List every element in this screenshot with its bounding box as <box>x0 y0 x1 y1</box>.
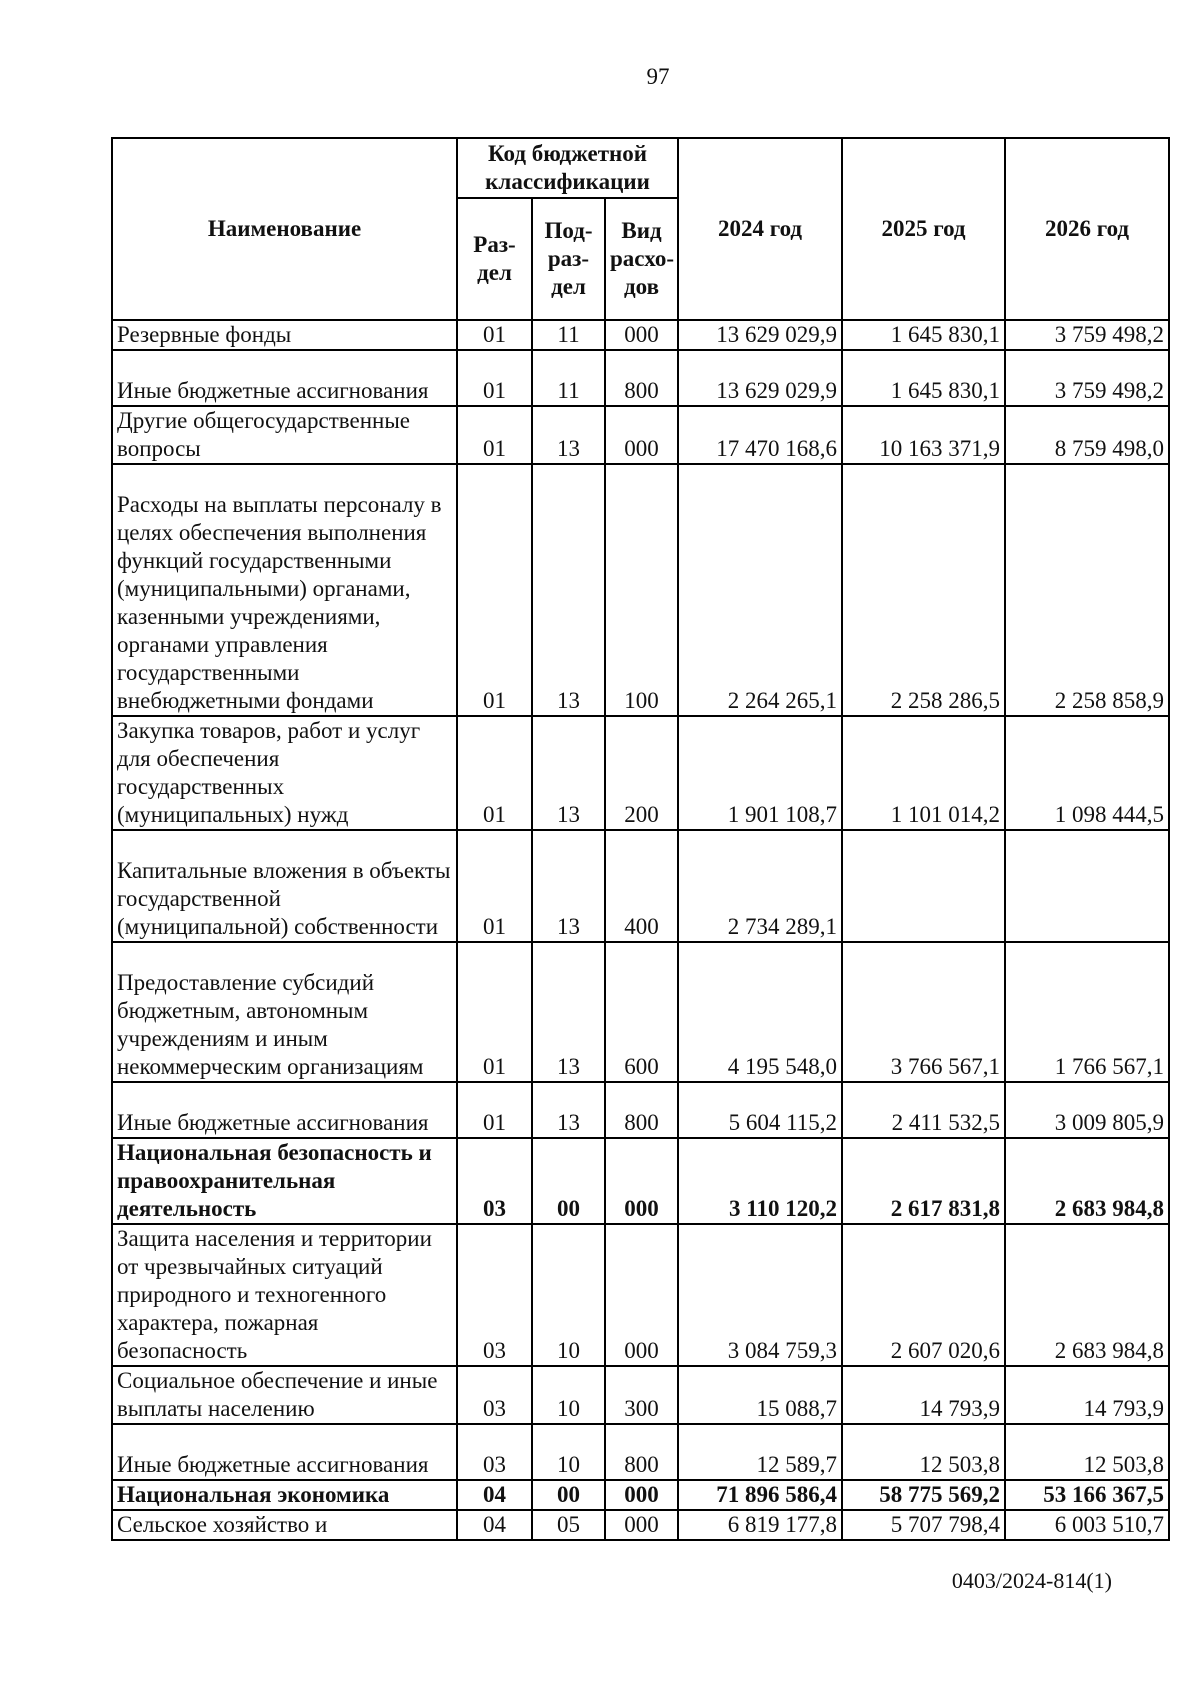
row-2025: 1 101 014,2 <box>842 716 1005 830</box>
row-2024: 71 896 586,4 <box>678 1480 842 1510</box>
header-name: Наименование <box>112 138 457 320</box>
row-razdel: 03 <box>457 1224 532 1366</box>
row-2026: 1 098 444,5 <box>1005 716 1169 830</box>
row-podrazdel: 00 <box>532 1138 605 1224</box>
row-2024: 17 470 168,6 <box>678 406 842 464</box>
header-2026: 2026 год <box>1005 138 1169 320</box>
row-2026: 3 759 498,2 <box>1005 350 1169 406</box>
row-name: Предоставление субсидий бюджетным, автономным учреждениям и иным некоммерческим организациям <box>112 942 457 1082</box>
row-2024: 13 629 029,9 <box>678 320 842 350</box>
row-2026: 3 759 498,2 <box>1005 320 1169 350</box>
row-vid: 300 <box>605 1366 678 1424</box>
table-row <box>112 830 1169 942</box>
row-vid: 100 <box>605 464 678 716</box>
table-row <box>112 1480 1169 1510</box>
row-podrazdel: 13 <box>532 464 605 716</box>
row-podrazdel: 13 <box>532 830 605 942</box>
header-razdel: Раз-дел <box>457 198 532 320</box>
row-2025: 58 775 569,2 <box>842 1480 1005 1510</box>
row-2026: 8 759 498,0 <box>1005 406 1169 464</box>
row-2026: 14 793,9 <box>1005 1366 1169 1424</box>
row-2025: 2 617 831,8 <box>842 1138 1005 1224</box>
row-2025: 5 707 798,4 <box>842 1510 1005 1540</box>
row-podrazdel: 10 <box>532 1366 605 1424</box>
row-2025: 2 258 286,5 <box>842 464 1005 716</box>
row-podrazdel: 10 <box>532 1224 605 1366</box>
row-2025: 2 411 532,5 <box>842 1082 1005 1138</box>
row-2024: 3 084 759,3 <box>678 1224 842 1366</box>
row-2025: 14 793,9 <box>842 1366 1005 1424</box>
row-2026: 2 683 984,8 <box>1005 1224 1169 1366</box>
row-2024: 1 901 108,7 <box>678 716 842 830</box>
row-vid: 800 <box>605 350 678 406</box>
header-2025: 2025 год <box>842 138 1005 320</box>
row-2026: 6 003 510,7 <box>1005 1510 1169 1540</box>
header-podrazdel: Под-раз-дел <box>532 198 605 320</box>
row-podrazdel: 11 <box>532 320 605 350</box>
table-row <box>112 1510 1169 1540</box>
row-razdel: 01 <box>457 464 532 716</box>
row-razdel: 01 <box>457 942 532 1082</box>
row-razdel: 01 <box>457 320 532 350</box>
row-vid: 800 <box>605 1424 678 1480</box>
row-2026: 53 166 367,5 <box>1005 1480 1169 1510</box>
row-vid: 000 <box>605 406 678 464</box>
row-name: Национальная экономика <box>112 1480 457 1510</box>
table-row <box>112 1082 1169 1138</box>
row-podrazdel: 13 <box>532 942 605 1082</box>
row-podrazdel: 13 <box>532 406 605 464</box>
row-razdel: 01 <box>457 350 532 406</box>
table-row <box>112 320 1169 350</box>
table-row <box>112 406 1169 464</box>
row-name: Иные бюджетные ассигнования <box>112 350 457 406</box>
row-razdel: 01 <box>457 716 532 830</box>
row-2024: 2 734 289,1 <box>678 830 842 942</box>
row-2024: 2 264 265,1 <box>678 464 842 716</box>
table-row <box>112 942 1169 1082</box>
table-body <box>112 320 1169 1540</box>
row-razdel: 01 <box>457 406 532 464</box>
row-vid: 600 <box>605 942 678 1082</box>
row-2026: 12 503,8 <box>1005 1424 1169 1480</box>
row-2024: 12 589,7 <box>678 1424 842 1480</box>
header-vid: Вид расхо-дов <box>605 198 678 320</box>
row-podrazdel: 05 <box>532 1510 605 1540</box>
row-name: Резервные фонды <box>112 320 457 350</box>
table-row <box>112 1366 1169 1424</box>
row-name: Иные бюджетные ассигнования <box>112 1082 457 1138</box>
header-2024: 2024 год <box>678 138 842 320</box>
table-row <box>112 1424 1169 1480</box>
row-name: Закупка товаров, работ и услуг для обеспечения государственных (муниципальных) нужд <box>112 716 457 830</box>
row-2026: 1 766 567,1 <box>1005 942 1169 1082</box>
row-razdel: 03 <box>457 1138 532 1224</box>
row-vid: 400 <box>605 830 678 942</box>
row-razdel: 01 <box>457 830 532 942</box>
row-2024: 3 110 120,2 <box>678 1138 842 1224</box>
row-2024: 4 195 548,0 <box>678 942 842 1082</box>
row-podrazdel: 13 <box>532 1082 605 1138</box>
row-2024: 5 604 115,2 <box>678 1082 842 1138</box>
row-name: Социальное обеспечение и иные выплаты населению <box>112 1366 457 1424</box>
table-row <box>112 716 1169 830</box>
row-name: Иные бюджетные ассигнования <box>112 1424 457 1480</box>
row-razdel: 01 <box>457 1082 532 1138</box>
page-number: 97 <box>646 64 670 89</box>
row-vid: 000 <box>605 1224 678 1366</box>
row-razdel: 04 <box>457 1480 532 1510</box>
row-name: Расходы на выплаты персоналу в целях обеспечения выполнения функций государственными (муниципальными) органами, казенными учреждениями, органами управления государственными внебюджетными фондами <box>112 464 457 716</box>
row-name: Сельское хозяйство и <box>112 1510 457 1540</box>
row-2025: 1 645 830,1 <box>842 350 1005 406</box>
row-2024: 6 819 177,8 <box>678 1510 842 1540</box>
row-2026: 2 258 858,9 <box>1005 464 1169 716</box>
row-name: Другие общегосударственные вопросы <box>112 406 457 464</box>
row-razdel: 03 <box>457 1366 532 1424</box>
row-2026: 2 683 984,8 <box>1005 1138 1169 1224</box>
row-2026: 3 009 805,9 <box>1005 1082 1169 1138</box>
row-2024: 13 629 029,9 <box>678 350 842 406</box>
row-vid: 800 <box>605 1082 678 1138</box>
row-name: Защита населения и территории от чрезвычайных ситуаций природного и техногенного характера, пожарная безопасность <box>112 1224 457 1366</box>
table-row <box>112 1138 1169 1224</box>
row-podrazdel: 13 <box>532 716 605 830</box>
row-name: Национальная безопасность и правоохранительная деятельность <box>112 1138 457 1224</box>
row-razdel: 04 <box>457 1510 532 1540</box>
row-podrazdel: 10 <box>532 1424 605 1480</box>
row-podrazdel: 00 <box>532 1480 605 1510</box>
row-vid: 000 <box>605 1510 678 1540</box>
table-row <box>112 464 1169 716</box>
row-2025: 1 645 830,1 <box>842 320 1005 350</box>
row-vid: 200 <box>605 716 678 830</box>
row-razdel: 03 <box>457 1424 532 1480</box>
row-2026 <box>1005 830 1169 942</box>
row-2025: 10 163 371,9 <box>842 406 1005 464</box>
row-2025: 3 766 567,1 <box>842 942 1005 1082</box>
row-2024: 15 088,7 <box>678 1366 842 1424</box>
table-row <box>112 1224 1169 1366</box>
row-vid: 000 <box>605 1480 678 1510</box>
row-2025: 2 607 020,6 <box>842 1224 1005 1366</box>
row-name: Капитальные вложения в объекты государственной (муниципальной) собственности <box>112 830 457 942</box>
header-kbk: Код бюджетной классификации <box>457 138 678 198</box>
row-vid: 000 <box>605 1138 678 1224</box>
table-row <box>112 350 1169 406</box>
row-2025: 12 503,8 <box>842 1424 1005 1480</box>
row-vid: 000 <box>605 320 678 350</box>
row-2025 <box>842 830 1005 942</box>
budget-table <box>111 137 1170 1541</box>
row-podrazdel: 11 <box>532 350 605 406</box>
document-code: 0403/2024-814(1) <box>951 1568 1112 1593</box>
